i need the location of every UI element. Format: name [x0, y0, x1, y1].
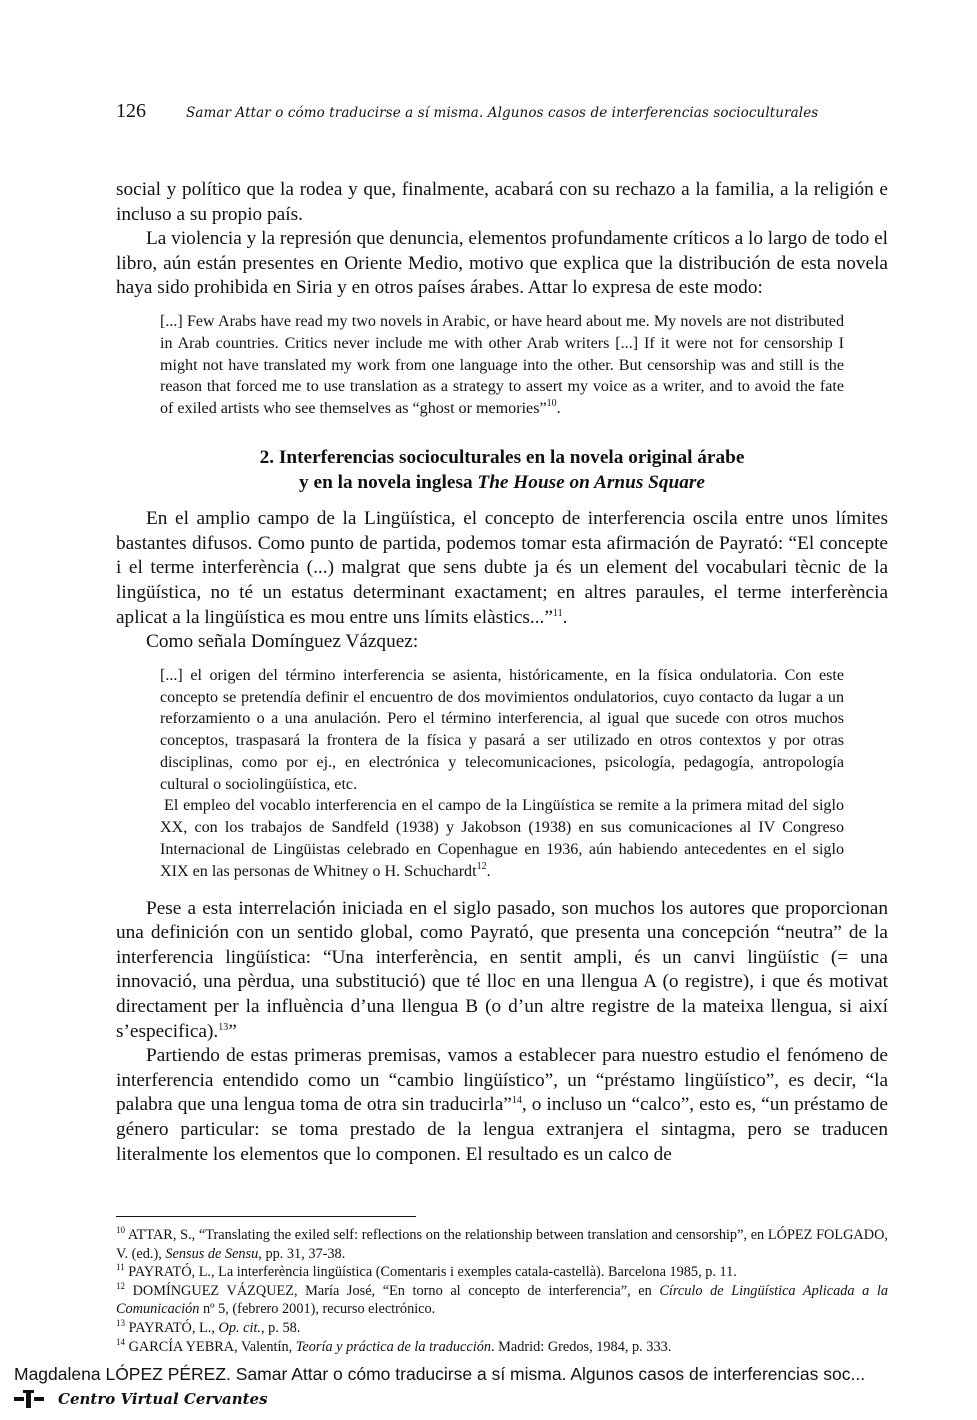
footnote-ref-10[interactable]: 10: [546, 398, 557, 410]
footnote-11-number: 11: [116, 1262, 125, 1273]
footnote-10-text: ATTAR, S., “Translating the exiled self: reflections on the relationship between translation and censorship”, en LÓPEZ FOLGADO, V. (ed.),: [116, 1227, 888, 1262]
footnote-ref-12[interactable]: 12: [476, 860, 487, 872]
quote1-end: .: [556, 400, 561, 418]
footnote-12-details: nº 5, (febrero 2001), recurso electrónico.: [199, 1301, 436, 1318]
footnote-10-title: Sensus de Sensu: [165, 1245, 259, 1262]
cvc-logo-text: Centro Virtual Cervantes: [58, 1390, 268, 1408]
section-heading-line-2: [116, 471, 888, 496]
p5-end: ”: [228, 1020, 237, 1042]
footnote-11: [116, 1263, 888, 1282]
footnote-13-text: PAYRATÓ, L.,: [125, 1319, 219, 1336]
block-quote-dominguez: [160, 665, 844, 883]
heading-prefix: y en la novela inglesa: [299, 471, 478, 493]
paragraph-3: [116, 507, 888, 630]
footnote-ref-13[interactable]: 13: [218, 1021, 229, 1033]
p6-text-b: , o incluso un “calco”, esto es, “un préstamo de género particular: se toma prestado de la lengua extranjera el sintagma, pero se traducen literalmente los elementos que lo componen. El resultado es un calco de: [116, 1094, 888, 1165]
block-quote-text: [160, 311, 844, 420]
footnote-14: [116, 1338, 888, 1357]
footnote-12: [116, 1282, 888, 1319]
paragraph-6: [116, 1044, 888, 1167]
footnote-13: [116, 1319, 888, 1338]
quote1-text: [...] Few Arabs have read my two novels in Arabic, or have heard about me. My novels are not distributed in Arab countries. Critics never include me with other Arab writers [...] If it were not for censorship I might not have translated my work from one language into the other. But censorship was and still is the reason that forced me to use translation as a strategy to assert my voice as a writer, and to avoid the fate of exiled artists who see themselves as “ghost or memories”: [160, 312, 844, 418]
citation-line: Magdalena LÓPEZ PÉREZ. Samar Attar o cómo traducirse a sí misma. Algunos casos de interferencias soc...: [14, 1364, 866, 1384]
quote2b-end: .: [486, 862, 491, 880]
footnote-12-title: Círculo de Lingüística Aplicada a la Comunicación: [116, 1282, 888, 1318]
footnote-13-number: 13: [116, 1317, 125, 1328]
footnote-14-title: Teoría y práctica de la traducción: [295, 1338, 492, 1355]
section-heading: [116, 446, 888, 495]
p5-text: Pese a esta interrelación iniciada en el siglo pasado, son muchos los autores que proporcionan una definición con un sentido global, como Payrató, que presenta una concepción “neutra” de la interferencia lingüística: “Una interferència, en sentit ampli, és un canvi lingüístic (= una innovació, una pèrdua, una substitució) que té lloc en una llengua A (o registre), i que és motivat directament per la influència d’una llengua B (o d’un altre registre de la mateixa llengua, si així s’especifica).: [116, 897, 888, 1042]
footnote-12-text: DOMÍNGUEZ VÁZQUEZ, María José, “En torno al concepto de interferencia”, en: [125, 1282, 660, 1299]
p6-text-a: Partiendo de estas primeras premisas, vamos a establecer para nuestro estudio el fenómeno de interferencia entendido como un “cambio lingüístico”, un “préstamo lingüístico”, es decir, “la palabra que una lengua toma de otra sin traducirla”: [116, 1045, 888, 1116]
footnote-10-number: 10: [116, 1225, 125, 1235]
quote2-paragraph-2: [160, 795, 844, 882]
footnote-14-number: 14: [116, 1336, 125, 1347]
footnote-ref-11[interactable]: 11: [552, 607, 563, 619]
cvc-logo-block[interactable]: [14, 1390, 268, 1408]
footnote-divider: [116, 1216, 416, 1217]
novel-title: The House on Arnus Square: [477, 471, 705, 493]
footnote-14-text: GARCÍA YEBRA, Valentín,: [125, 1338, 296, 1355]
paragraph-2: La violencia y la represión que denuncia, elementos profundamente críticos a lo largo de todo el libro, aún están presentes en Oriente Medio, motivo que explica que la distribución de esta novela haya sido prohibida en Siria y en otros países árabes. Attar lo expresa de este modo:: [116, 228, 888, 299]
block-quote-attar: [160, 311, 844, 420]
p3-text: En el amplio campo de la Lingüística, el concepto de interferencia oscila entre unos límites bastantes difusos. Como punto de partida, podemos tomar esta afirmación de Payrató: “El concepte i el terme interferència (...) malgrat que sens dubte ja és un element del vocabulari tècnic de la lingüística, no té un estatus determinant exactament; en altres paraules, el terme interferència aplicat a la lingüística es mou entre uns límits elàstics...”: [116, 508, 888, 628]
quote2b-text: El empleo del vocablo interferencia en el campo de la Lingüística se remite a la primera mitad del siglo XX, con los trabajos de Sandfeld (1938) y Jakobson (1938) en sus comunicaciones al IV Congreso Internacional de Lingüistas celebrado en Copenhague en 1936, aún habiendo antecedentes en el siglo XIX en las personas de Whitney o H. Schuchardt: [160, 797, 844, 880]
page-number: 126: [116, 100, 146, 122]
footnote-10-pages: , pp. 31, 37-38.: [258, 1245, 346, 1262]
cvc-logo-icon: [14, 1390, 52, 1408]
footnote-10: [116, 1226, 888, 1263]
running-header: [116, 100, 896, 123]
paragraph-4: Como señala Domínguez Vázquez:: [146, 631, 419, 653]
footnote-13-title: Op. cit.: [218, 1319, 261, 1336]
footnote-14-details: . Madrid: Gredos, 1984, p. 333.: [491, 1338, 672, 1355]
main-text: [116, 178, 888, 1167]
footnote-ref-14[interactable]: 14: [511, 1095, 522, 1107]
paragraph-5: [116, 897, 888, 1045]
section-heading-line-1: 2. Interferencias socioculturales en la novela original árabe: [259, 446, 745, 468]
footnote-11-text: PAYRATÓ, L., La interferència lingüística (Comentaris i exemples catala-castellà). Barcelona 1985, p. 11.: [124, 1264, 737, 1281]
p3-end: .: [562, 606, 568, 628]
paragraph-1: social y político que la rodea y que, finalmente, acabará con su rechazo a la familia, a la religión e incluso a su propio país.: [116, 179, 888, 225]
footnote-13-pages: , p. 58.: [261, 1319, 301, 1336]
footnote-12-number: 12: [116, 1280, 125, 1291]
footnotes: [116, 1226, 888, 1356]
quote2-paragraph-1: [...] el origen del término interferencia se asienta, históricamente, en la física ondulatoria. Con este concepto se pretendía definir el encuentro de dos movimientos ondulatorios, cuyo contacto da lugar a un reforzamiento o a una anulación. Pero el término interferencia, al igual que sucede con otros muchos conceptos, traspasará la frontera de la física y pasará a ser utilizado en otros contextos y por otras disciplinas, como por ej., en electrónica y telecomunicaciones, psicología, pedagogía, antropología cultural o sociolingüística, etc.: [160, 666, 844, 793]
running-title: Samar Attar o cómo traducirse a sí misma. Algunos casos de interferencias socioculturales: [186, 105, 819, 121]
